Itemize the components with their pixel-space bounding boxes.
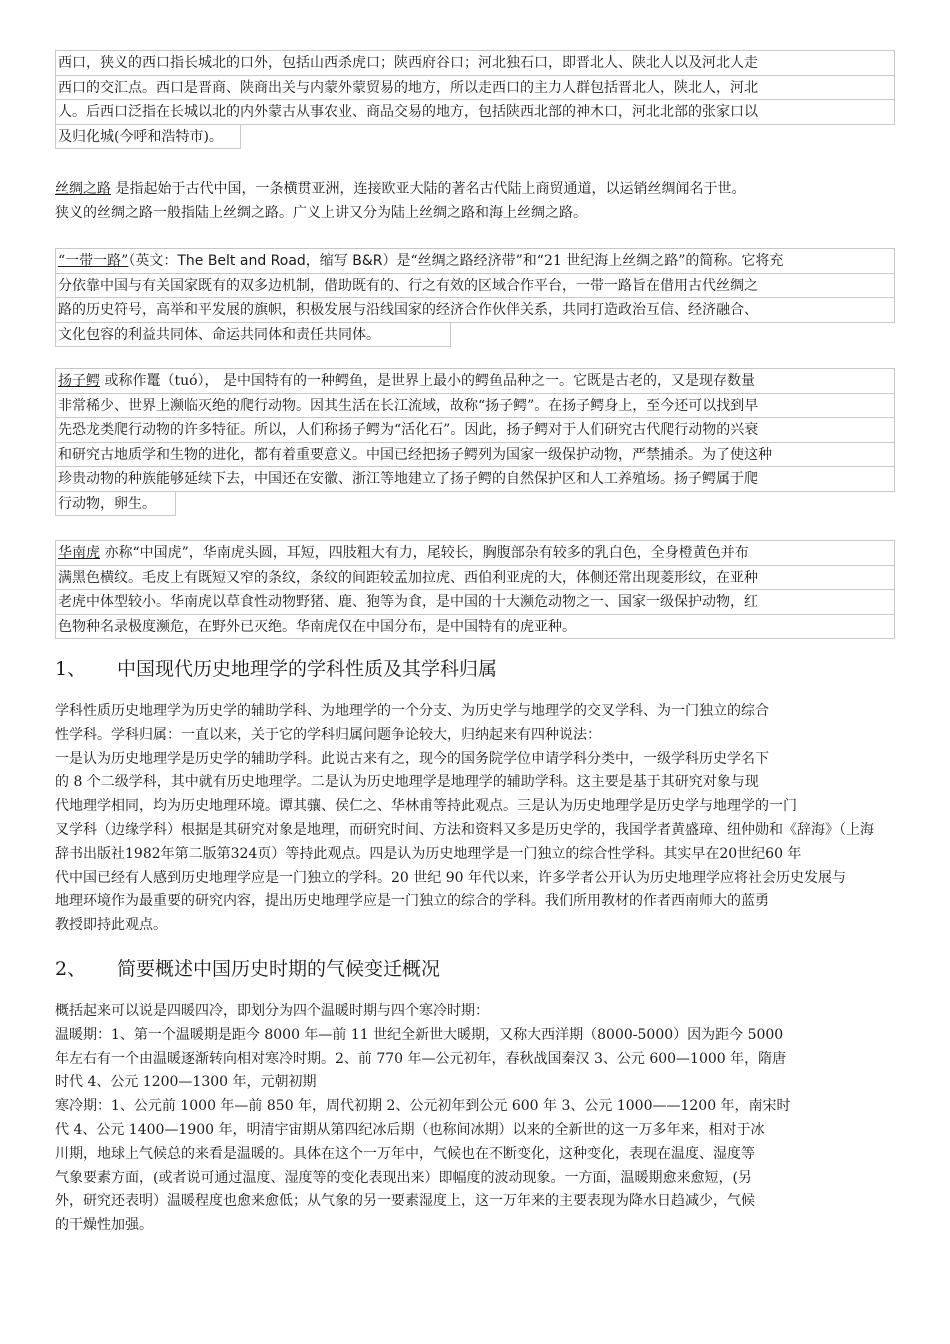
text-line: 珍贵动物的种族能够延续下去，中国还在安徽、浙江等地建立了扬子鳄的自然保护区和人工养殖场。扬子鳄属于爬 [55, 467, 895, 492]
section-1-heading [55, 655, 497, 683]
text-line: 满黑色横纹。毛皮上有既短又窄的条纹，条纹的间距较孟加拉虎、西伯利亚虎的大，体侧还常出现菱形纹，在亚种 [55, 566, 895, 591]
text-line: 行动物，卵生。 [55, 492, 176, 517]
belt-road-block [55, 248, 895, 347]
text-line: 时代 4、公元 1200—1300 年，元朝初期 [55, 1074, 317, 1091]
text-line: 及归化城(今呼和浩特市)。 [55, 125, 241, 150]
text-line: 色物种名录极度濒危，在野外已灭绝。华南虎仅在中国分布，是中国特有的虎亚种。 [55, 615, 895, 640]
section-2-body [55, 1000, 917, 1238]
text-line: 分依靠中国与有关国家既有的双多边机制，借助既有的、行之有效的区域合作平台，一带一路旨在借用古代丝绸之 [55, 274, 895, 299]
text-line: 寒冷期：1、公元前 1000 年—前 850 年，周代初期 2、公元初年到公元 600 年 3、公元 1000——1200 年，南宋时 [55, 1098, 791, 1115]
section-2-heading [55, 955, 440, 983]
text-line: “一带一路”（英文：The Belt and Road，缩写 B&R）是“丝绸之路经济带”和“21 世纪海上丝绸之路”的简称。它将充 [55, 248, 895, 274]
text-line: 和研究古地质学和生物的进化，都有着重要意义。中国已经把扬子鳄列为国家一级保护动物，严禁捕杀。为了使这种 [55, 443, 895, 468]
xikou-block [55, 50, 895, 149]
text-line: 代 4、公元 1400—1900 年，明清宇宙期从第四纪冰后期（也称间冰期）以来的全新世的这一万多年来，相对于冰 [55, 1121, 765, 1138]
text-line: 扬子鳄 或称作鼍（tuó）， 是中国特有的一种鳄鱼，是世界上最小的鳄鱼品种之一。它既是古老的，又是现存数量 [55, 368, 895, 394]
text-line: 西口，狭义的西口指长城北的口外，包括山西杀虎口；陕西府谷口；河北独石口，即晋北人、陕北人以及河北人走 [55, 50, 895, 76]
text-line: 人。后西口泛指在长城以北的内外蒙古从事农业、商品交易的地方，包括陕西北部的神木口，河北北部的张家口以 [55, 100, 895, 125]
text-line: 的干燥性加强。 [55, 1217, 153, 1234]
silk-road-block [55, 178, 895, 226]
section-1-number: 1、 [55, 658, 87, 680]
text-line: 路的历史符号，高举和平发展的旗帜，积极发展与沿线国家的经济合作伙伴关系，共同打造政治互信、经济融合、 [55, 298, 895, 323]
text-line: 气象要素方面，(或者说可通过温度、湿度等的变化表现出来）即幅度的波动现象。一方面，温暖期愈来愈短，(另 [55, 1169, 752, 1186]
text-line: 华南虎 亦称“中国虎”，华南虎头圆，耳短，四肢粗大有力，尾较长，胸腹部杂有较多的乳白色，全身橙黄色并布 [55, 540, 895, 566]
text-line: 学科性质历史地理学为历史学的辅助学科、为地理学的一个分支、为历史学与地理学的交叉学科、为一门独立的综合 [55, 703, 769, 719]
text-line: 川期，地球上气候总的来看是温暖的。具体在这个一万年中，气候也在不断变化，这种变化，表现在温度、湿度等 [55, 1145, 755, 1162]
text-line: 外，研究还表明）温暖程度也愈来愈低；从气象的另一要素湿度上，这一万年来的主要表现为降水日趋减少，气候 [55, 1193, 755, 1210]
text-line: 代中国已经有人感到历史地理学应是一门独立的学科。20 世纪 90 年代以来，许多学者公开认为历史地理学应将社会历史发展与 [55, 869, 846, 886]
text-line: 非常稀少、世界上濒临灭绝的爬行动物。因其生活在长江流域，故称“扬子鳄”。在扬子鳄身上，至今还可以找到早 [55, 394, 895, 419]
text-line: 丝绸之路 是指起始于古代中国，一条横贯亚洲，连接欧亚大陆的著名古代陆上商贸通道，以运销丝绸闻名于世。 [55, 181, 746, 197]
text-line: 叉学科（边缘学科）根据是其研究对象是地理，而研究时间、方法和资料又多是历史学的，我国学者黄盛璋、纽仲勋和《辞海》（上海 [55, 821, 874, 838]
text-line: 的 8 个二级学科，其中就有历史地理学。二是认为历史地理学是地理学的辅助学科。这主要是基于其研究对象与现 [55, 774, 759, 791]
text-line: 概括起来可以说是四暖四冷，即划分为四个温暖时期与四个寒冷时期： [55, 1003, 489, 1019]
section-1-body [55, 700, 917, 938]
section-1-title: 中国现代历史地理学的学科性质及其学科归属 [117, 658, 498, 680]
section-2-title: 简要概述中国历史时期的气候变迁概况 [117, 958, 441, 980]
text-line: 性学科。学科归属：一直以来，关于它的学科归属问题争论较大，归纳起来有四种说法： [55, 726, 601, 743]
belt-road-term: “一带一路” [58, 253, 129, 269]
text-line: 年左右有一个由温暖逐渐转向相对寒冷时期。2、前 770 年—公元初年，春秋战国秦汉 3、公元 600—1000 年，隋唐 [55, 1050, 787, 1067]
alligator-term: 扬子鳄 [58, 373, 100, 389]
text-line: 教授即持此观点。 [55, 917, 167, 934]
text-line: 辞书出版社1982年第二版第324页）等持此观点。四是认为历史地理学是一门独立的综合性学科。其实早在20世纪60 年 [55, 845, 802, 862]
alligator-block [55, 368, 895, 516]
text-line: 代地理学相同，均为历史地理环境。谭其骧、侯仁之、华林甫等持此观点。三是认为历史地理学是历史学与地理学的一门 [55, 798, 797, 815]
text-line: 一是认为历史地理学是历史学的辅助学科。此说古来有之，现今的国务院学位申请学科分类中，一级学科历史学名下 [55, 750, 769, 767]
text-line: 地理环境作为最重要的研究内容，提出历史地理学应是一门独立的综合的学科。我们所用教材的作者西南师大的蓝勇 [55, 893, 769, 910]
silk-road-term: 丝绸之路 [55, 181, 111, 197]
text-line: 文化包容的利益共同体、命运共同体和责任共同体。 [55, 323, 451, 348]
text-line: 先恐龙类爬行动物的许多特征。所以，人们称扬子鳄为“活化石”。因此，扬子鳄对于人们研究古代爬行动物的兴衰 [55, 418, 895, 443]
text-line: 狭义的丝绸之路一般指陆上丝绸之路。广义上讲又分为陆上丝绸之路和海上丝绸之路。 [55, 204, 587, 221]
section-2-number: 2、 [55, 958, 87, 980]
text-line: 温暖期：1、第一个温暖期是距今 8000 年—前 11 世纪全新世大暖期，又称大西洋期（8000-5000）因为距今 5000 [55, 1026, 784, 1043]
tiger-term: 华南虎 [58, 545, 100, 561]
text-line: 西口的交汇点。西口是晋商、陕商出关与内蒙外蒙贸易的地方，所以走西口的主力人群包括晋北人，陕北人，河北 [55, 76, 895, 101]
tiger-block [55, 540, 895, 639]
text-line: 老虎中体型较小。华南虎以草食性动物野猪、鹿、狍等为食，是中国的十大濒危动物之一、国家一级保护动物，红 [55, 590, 895, 615]
